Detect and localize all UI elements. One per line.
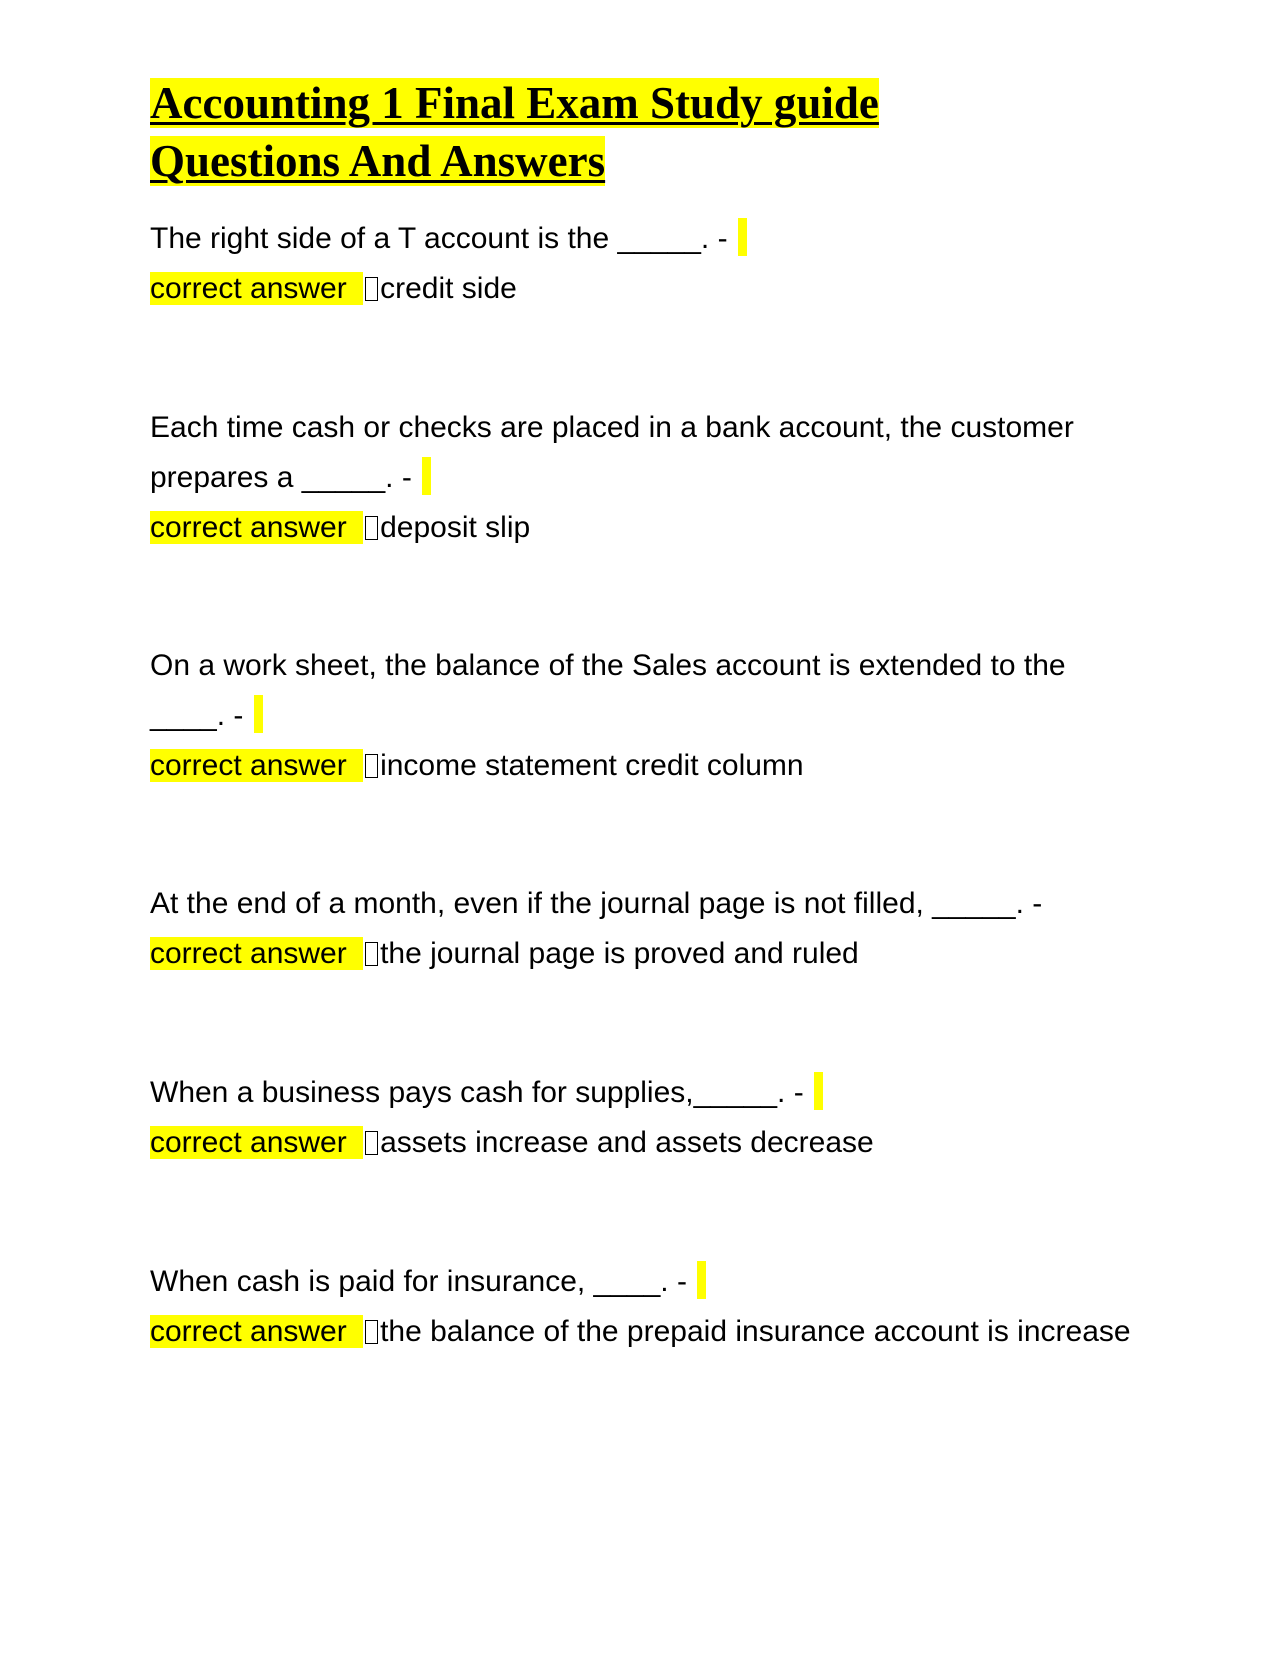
qa-item — [150, 641, 1140, 791]
title-line-1: Accounting 1 Final Exam Study guide — [150, 78, 879, 128]
qa-item — [150, 214, 1140, 314]
answer-text: the balance of the prepaid insurance account is increase — [380, 1315, 1131, 1348]
question-text: When cash is paid for insurance, ____. - — [150, 1257, 1140, 1307]
answer-line — [150, 929, 1140, 979]
correct-answer-label: correct answer — [150, 937, 363, 970]
answer-text: income statement credit column — [380, 749, 804, 782]
question-text: The right side of a T account is the _____. - — [150, 214, 1140, 264]
title-line-2: Questions And Answers — [150, 136, 606, 186]
document-title — [150, 74, 1150, 190]
answer-text: assets increase and assets decrease — [380, 1126, 874, 1159]
question-text: On a work sheet, the balance of the Sales account is extended to the ____. - — [150, 649, 1066, 732]
missing-glyph-icon — [365, 277, 378, 301]
missing-glyph-icon — [365, 754, 378, 778]
answer-text: deposit slip — [380, 511, 531, 544]
missing-glyph-icon — [365, 942, 378, 966]
answer-line — [150, 741, 1140, 791]
qa-item — [150, 1068, 1140, 1168]
correct-answer-label: correct answer — [150, 1315, 363, 1348]
correct-answer-label: correct answer — [150, 511, 363, 544]
qa-item — [150, 1257, 1140, 1357]
correct-answer-label: correct answer — [150, 272, 363, 305]
qa-item — [150, 879, 1140, 979]
highlight-mark — [254, 695, 263, 733]
qa-item — [150, 403, 1140, 553]
missing-glyph-icon — [365, 1131, 378, 1155]
missing-glyph-icon — [365, 516, 378, 540]
answer-line — [150, 1307, 1140, 1357]
highlight-mark — [814, 1072, 823, 1110]
answer-text: credit side — [380, 272, 517, 305]
question-text: At the end of a month, even if the journal page is not filled, _____. - — [150, 887, 1043, 920]
question-text: Each time cash or checks are placed in a bank account, the customer prepares a _____. - — [150, 411, 1074, 494]
correct-answer-label: correct answer — [150, 749, 363, 782]
answer-text: the journal page is proved and ruled — [380, 937, 859, 970]
highlight-mark — [422, 457, 431, 495]
answer-line — [150, 503, 1140, 553]
highlight-mark — [738, 218, 747, 256]
missing-glyph-icon — [365, 1320, 378, 1344]
question-text: When a business pays cash for supplies,_____. - — [150, 1068, 1140, 1118]
answer-line — [150, 1118, 1140, 1168]
highlight-mark — [697, 1261, 706, 1299]
answer-line — [150, 264, 1140, 314]
correct-answer-label: correct answer — [150, 1126, 363, 1159]
